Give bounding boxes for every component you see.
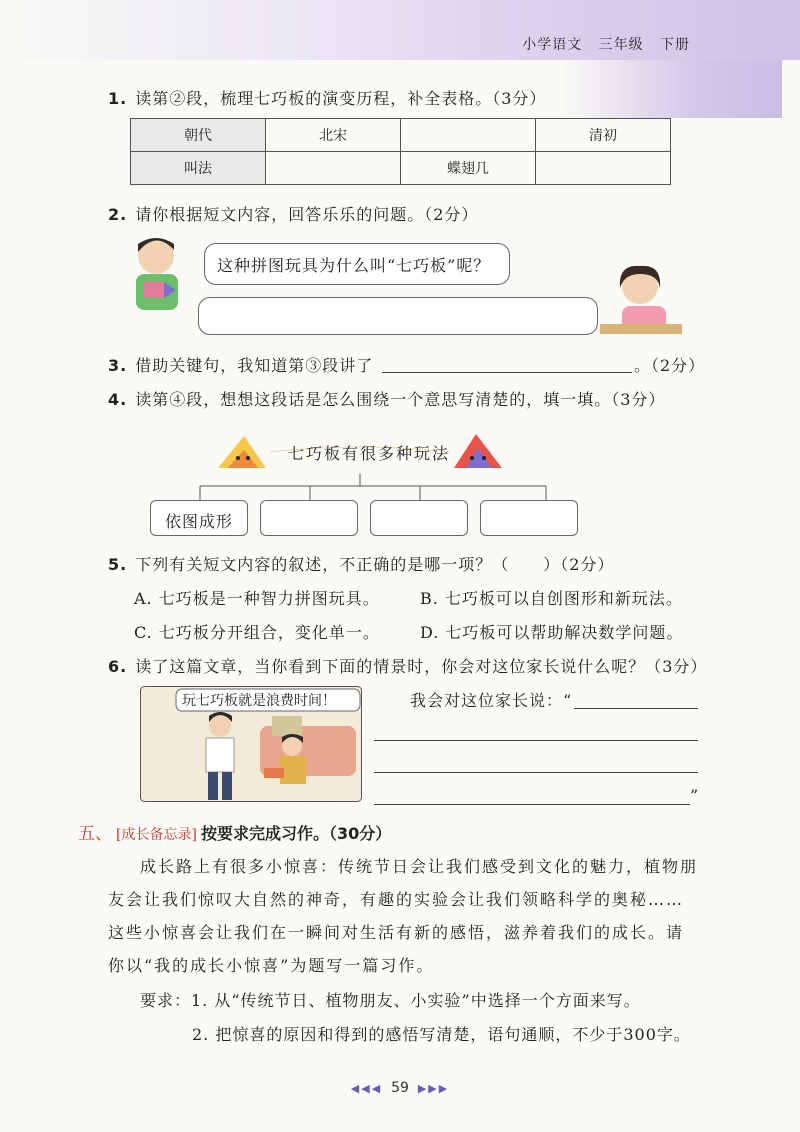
comic-speech: 玩七巧板就是浪费时间！ — [182, 693, 336, 709]
header-grade: 三年级 — [598, 37, 644, 53]
banner-text: 七巧板有很多种玩法 — [288, 444, 451, 463]
writing-prompt — [108, 850, 698, 982]
answer-suffix: ” — [690, 786, 699, 805]
question-number: 3. — [108, 356, 128, 375]
table-cell: 朝代 — [131, 119, 266, 152]
evolution-table — [130, 118, 671, 185]
option-d[interactable]: D. 七巧板可以帮助解决数学问题。 — [420, 623, 684, 642]
section-title: 按要求完成习作。（30分） — [200, 824, 392, 843]
answer-line[interactable] — [374, 772, 698, 773]
question-2 — [108, 202, 478, 225]
header-band-tail — [560, 60, 782, 118]
option-a[interactable]: A. 七巧板是一种智力拼图玩具。 — [134, 589, 380, 608]
prev-arrows-icon: ◀◀◀ — [350, 1082, 383, 1095]
diagram-box-1 — [150, 500, 248, 536]
table-cell: 清初 — [536, 119, 671, 152]
section-number: 五、 — [78, 824, 112, 844]
table-cell-blank[interactable] — [401, 119, 536, 152]
answer-line[interactable] — [382, 372, 632, 373]
question-number: 5. — [108, 555, 128, 574]
question-4 — [108, 387, 665, 410]
answer-line[interactable] — [574, 708, 698, 709]
table-cell: 蝶翅几 — [401, 152, 536, 185]
question-number: 2. — [108, 205, 128, 224]
diagram-box-blank[interactable] — [260, 500, 358, 536]
next-arrows-icon: ▶▶▶ — [417, 1082, 450, 1095]
question-text: 请你根据短文内容，回答乐乐的问题。（2分） — [135, 205, 479, 224]
boy-illustration — [126, 232, 190, 316]
header-volume: 下册 — [660, 37, 690, 53]
question-text: 读第④段，想想这段话是怎么围绕一个意思写清楚的，填一填。（3分） — [135, 390, 666, 409]
question-number: 1. — [108, 89, 128, 108]
question-number: 4. — [108, 390, 128, 409]
question-3 — [108, 353, 373, 376]
prompt-line: 友会让我们惊叹大自然的神奇，有趣的实验会让我们领略科学的奥秘…… — [108, 890, 685, 909]
table-cell-blank[interactable] — [536, 152, 671, 185]
requirement-2: 2. 把惊喜的原因和得到的感悟写清楚，语句通顺，不少于300字。 — [192, 1025, 691, 1044]
answer-line[interactable] — [374, 804, 690, 805]
question-text: 借助关键句，我知道第③段讲了 — [135, 356, 374, 375]
tree-connector — [190, 474, 560, 500]
requirement-1: 要求：1. 从“传统节日、植物朋友、小实验”中选择一个方面来写。 — [140, 991, 641, 1010]
question-5 — [108, 552, 614, 575]
option-c[interactable]: C. 七巧板分开组合，变化单一。 — [134, 623, 380, 642]
page-footer — [0, 1080, 800, 1096]
prompt-line: 你以“我的成长小惊喜”为题写一篇习作。 — [108, 956, 435, 975]
table-cell: 叫法 — [131, 152, 266, 185]
speech-bubble — [204, 243, 510, 285]
diagram-box-blank[interactable] — [480, 500, 578, 536]
answer-line[interactable] — [374, 740, 698, 741]
girl-illustration — [600, 262, 682, 338]
table-cell: 北宋 — [266, 119, 401, 152]
question-text: 读了这篇文章，当你看到下面的情景时，你会对这位家长说什么呢？（3分） — [135, 657, 708, 676]
question-text: 下列有关短文内容的叙述，不正确的是哪一项？（ ）（2分） — [135, 555, 615, 574]
prompt-line: 这些小惊喜会让我们在一瞬间对生活有新的感悟，滋养着我们的成长。请 — [108, 923, 685, 942]
answer-prefix: 我会对这位家长说：“ — [410, 691, 573, 710]
section-5-heading — [78, 819, 391, 844]
page-number: 59 — [391, 1080, 409, 1096]
speech-text: 这种拼图玩具为什么叫“七巧板”呢？ — [217, 256, 491, 275]
table-cell-blank[interactable] — [266, 152, 401, 185]
section-tag: [成长备忘录] — [116, 827, 197, 843]
header-subject: 小学语文 — [522, 37, 583, 53]
page-header — [522, 34, 690, 54]
prompt-line: 成长路上有很多小惊喜：传统节日会让我们感受到文化的魅力，植物朋 — [140, 857, 699, 876]
diagram-box-text: 依图成形 — [165, 512, 234, 531]
option-b[interactable]: B. 七巧板可以自创图形和新玩法。 — [420, 589, 683, 608]
question-1 — [108, 86, 546, 109]
question-3-score: 。（2分） — [634, 356, 706, 375]
question-6 — [108, 654, 707, 677]
diagram-box-blank[interactable] — [370, 500, 468, 536]
question-number: 6. — [108, 657, 128, 676]
question-text: 读第②段，梳理七巧板的演变历程，补全表格。（3分） — [135, 89, 547, 108]
answer-bubble[interactable] — [198, 297, 598, 335]
